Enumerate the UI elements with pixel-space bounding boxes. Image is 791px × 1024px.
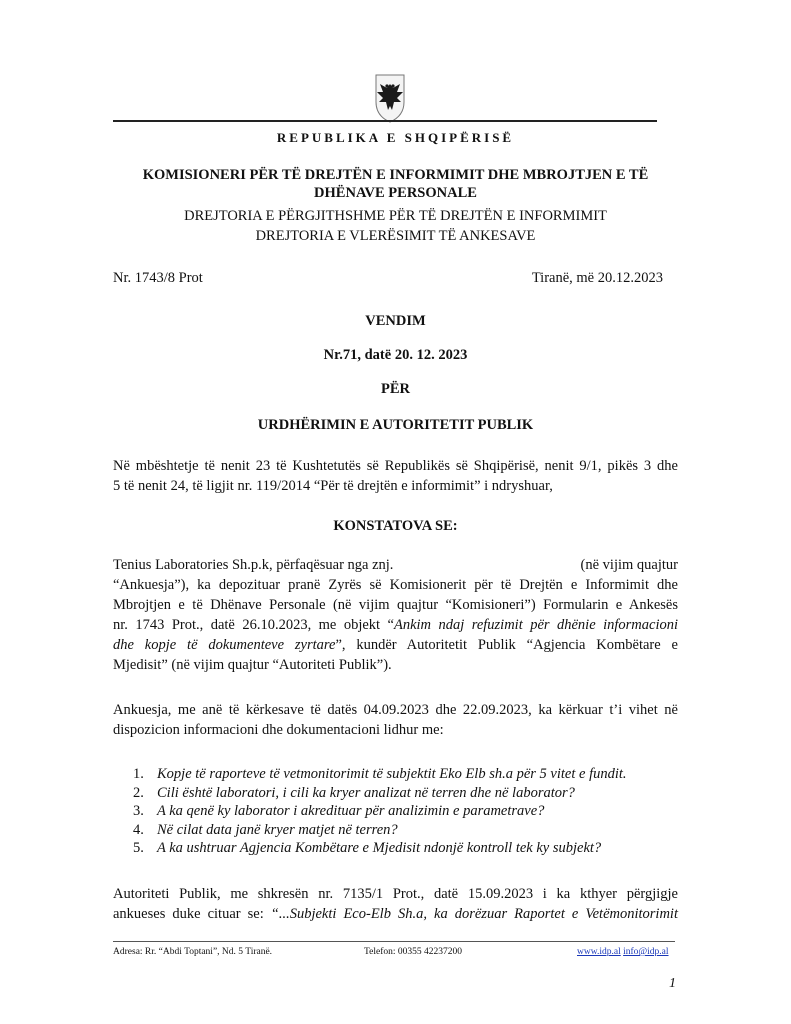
findings-heading: KONSTATOVA SE:	[333, 518, 458, 534]
protocol-number: Nr. 1743/8 Prot	[113, 270, 203, 286]
decision-per: PËR	[381, 381, 410, 397]
website-link[interactable]: www.idp.al	[577, 947, 621, 957]
list-item: 3. A ka qenë ky laborator i akredituar për analizimin e parametrave?	[133, 803, 545, 819]
list-item: 2. Cili është laboratori, i cili ka kryer analizat në terren dhe në laborator?	[133, 784, 575, 801]
footer-address: Adresa: Rr. “Abdi Toptani”, Nd. 5 Tiranë.	[113, 947, 273, 957]
commissioner-title-line2: DHËNAVE PERSONALE	[314, 185, 477, 201]
requests-list	[133, 765, 693, 858]
directorate-general-title: DREJTORIA E PËRGJITHSHME PËR TË DREJTËN E INFORMIMIT	[184, 208, 607, 224]
albanian-eagle-emblem-icon	[370, 72, 410, 124]
commissioner-title-line1: KOMISIONERI PËR TË DREJTËN E INFORMIMIT DHE MBROJTJEN E TË	[142, 167, 649, 183]
complaint-paragraph	[113, 555, 678, 675]
place-date: Tiranë, më 20.12.2023	[531, 270, 663, 286]
page-number: 1	[669, 976, 676, 991]
authority-response-line: ankueses duke cituar se: “...Subjekti Eco-Elb Sh.a, ka dorëzuar Raportet e Vetëmonitorimit	[113, 906, 678, 922]
decision-title: VENDIM	[365, 313, 426, 329]
decision-subject: URDHËRIMIN E AUTORITETIT PUBLIK	[257, 417, 534, 433]
legal-basis-line: Në mbështetje të nenit 23 të Kushtetutës së Republikës së Shqipërisë, nenit 9/1, pikës 3 dhe	[113, 458, 678, 474]
complaint-object-italic: Ankim ndaj refuzimit për dhënie informacioni	[393, 617, 679, 633]
list-item: 4. Në cilat data janë kryer matjet në terren?	[133, 821, 398, 838]
email-link[interactable]: info@idp.al	[623, 947, 669, 957]
list-item: 5. A ka ushtruar Agjencia Kombëtare e Mjedisit ndonjë kontroll tek ky subjekt?	[133, 840, 602, 856]
complaint-object-italic: dhe kopje të dokumenteve zyrtare	[113, 637, 336, 653]
legal-basis-paragraph	[113, 456, 678, 496]
footer-rule	[113, 941, 675, 942]
decision-number: Nr.71, datë 20. 12. 2023	[323, 347, 468, 363]
complaint-line-start: Tenius Laboratories Sh.p.k, përfaqësuar nga znj.	[113, 557, 394, 573]
complaint-line	[113, 615, 678, 635]
complaint-text: nr. 1743 Prot., datë 26.10.2023, me objekt “	[113, 617, 394, 633]
complaint-line	[113, 555, 678, 575]
complaint-line: “Ankuesja”), ka depozituar pranë Zyrës së Komisionerit për të Drejtën e Informimit dhe	[113, 577, 678, 593]
footer-contacts	[577, 947, 669, 957]
authority-response-line: Autoriteti Publik, me shkresën nr. 7135/1 Prot., datë 15.09.2023 i ka kthyer përgjigje	[113, 886, 678, 902]
list-item: 1. Kopje të raporteve të vetmonitorimit të subjektit Eko Elb sh.a për 5 vitet e fundit.	[133, 766, 627, 782]
requests-intro-line: Ankuesja, me anë të kërkesave të datës 04.09.2023 dhe 22.09.2023, ka kërkuar t’i vihet në	[113, 702, 678, 718]
directorate-title: DREJTORIA E VLERËSIMIT TË ANKESAVE	[255, 228, 536, 244]
requests-intro-paragraph	[113, 700, 678, 740]
authority-quote-italic: “...Subjekti Eco-Elb Sh.a, ka dorëzuar Raportet e Vetëmonitorimit	[270, 906, 678, 922]
footer-phone: Telefon: 00355 42237200	[364, 947, 463, 957]
republic-title: REPUBLIKA E SHQIPËRISË	[276, 130, 515, 145]
complaint-line-end: (në vijim quajtur	[580, 557, 678, 573]
header-rule	[113, 120, 657, 122]
complaint-line	[113, 635, 678, 655]
authority-response-paragraph	[113, 884, 678, 924]
requests-intro-line: dispozicion informacioni dhe dokumentacioni lidhur me:	[113, 722, 444, 738]
complaint-text: ”, kundër Autoritetit Publik “Agjencia Kombëtare e	[335, 637, 678, 653]
complaint-line: Mbrojtjen e të Dhënave Personale (në vijim quajtur “Komisioneri”) Formularin e Ankesës	[113, 597, 678, 613]
complaint-line: Mjedisit” (në vijim quajtur “Autoriteti Publik”).	[113, 657, 392, 673]
legal-basis-line: 5 të nenit 24, të ligjit nr. 119/2014 “Për të drejtën e informimit” i ndryshuar,	[113, 478, 553, 494]
